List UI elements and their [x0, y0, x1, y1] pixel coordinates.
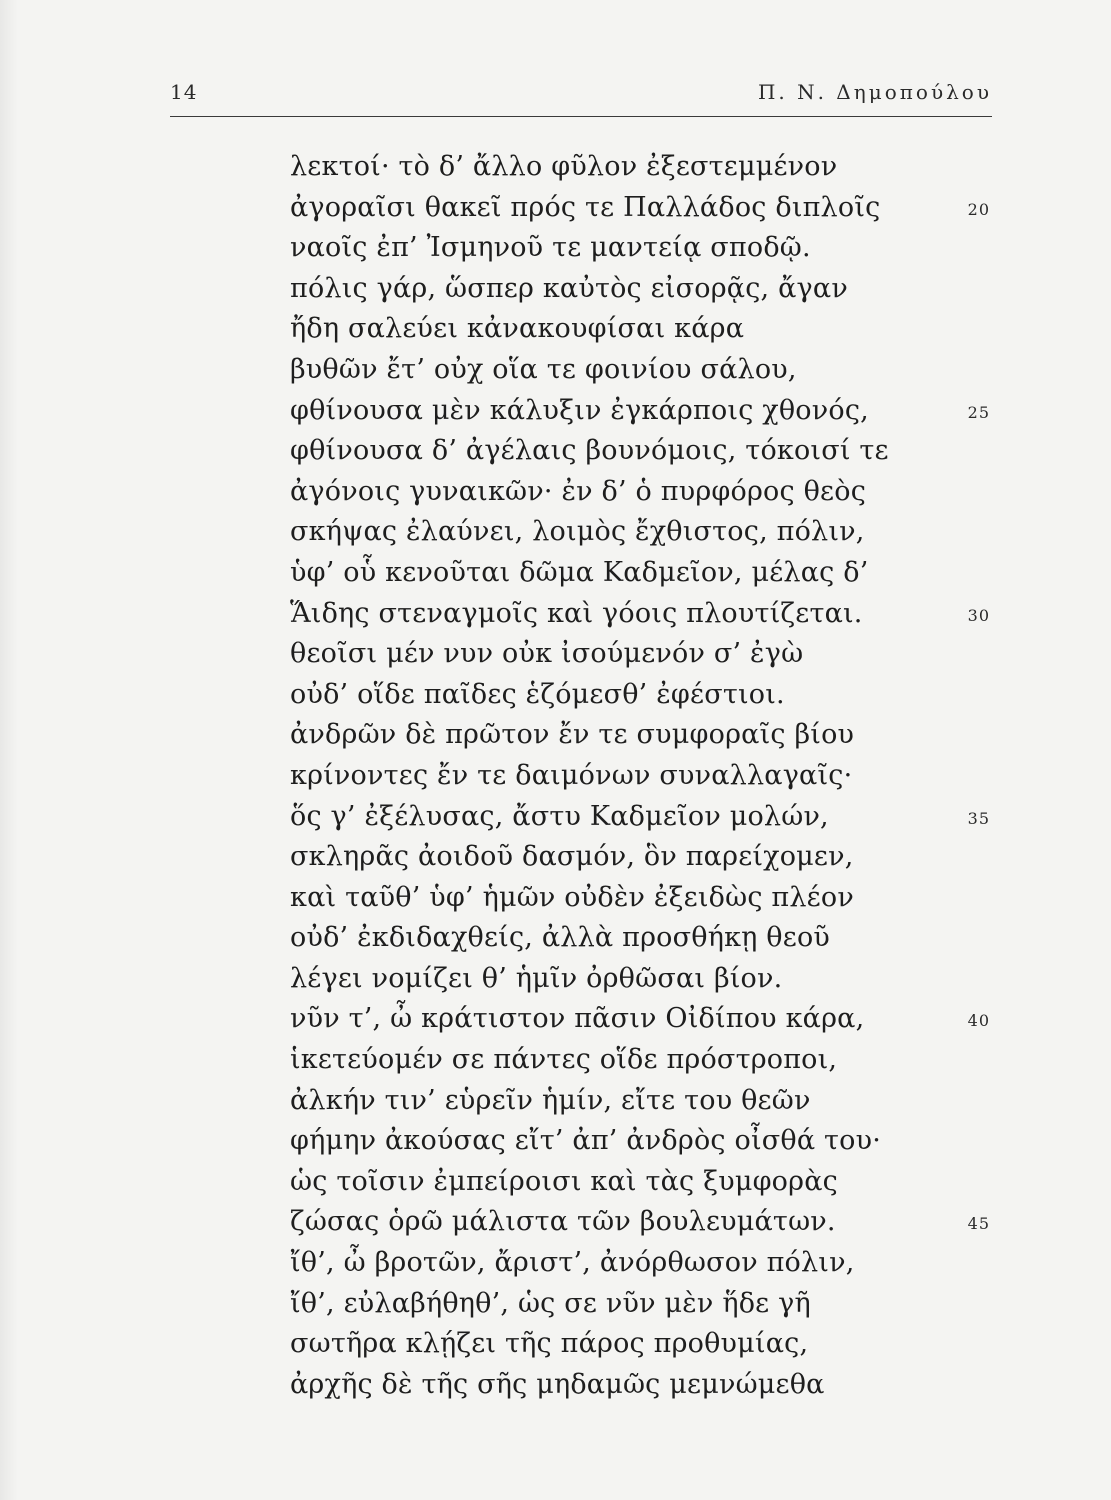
verse-line: [290, 512, 990, 553]
verse-line: [290, 1081, 990, 1122]
verse-line: [290, 1121, 990, 1162]
verse-line-text: ἴθ’, εὐλαβήθηθ’, ὡς σε νῦν μὲν ἥδε γῆ: [290, 1287, 811, 1319]
verse-line: [290, 959, 990, 1000]
verse-line-text: Ἅιδης στεναγμοῖς καὶ γόοις πλουτίζεται.: [290, 597, 863, 629]
verse-line-text: ἀρχῆς δὲ τῆς σῆς μηδαμῶς μεμνώμεθα: [290, 1368, 825, 1400]
verse-line: [290, 1284, 990, 1325]
line-number: 45: [967, 1214, 990, 1234]
verse-line: [290, 1243, 990, 1284]
verse-line: [290, 188, 990, 229]
verse-line-text: σωτῆρα κλῄζει τῆς πάρος προθυμίας,: [290, 1328, 809, 1360]
verse-line-text: λεκτοί· τὸ δ’ ἄλλο φῦλον ἐξεστεμμένον: [290, 151, 838, 182]
verse-line-text: ἀγοραῖσι θακεῖ πρός τε Παλλάδος διπλοῖς: [290, 191, 881, 223]
verse-line-text: ναοῖς ἐπ’ Ἰσμηνοῦ τε μαντείᾳ σποδῷ.: [290, 232, 811, 264]
verse-line-text: ἀγόνοις γυναικῶν· ἐν δ’ ὁ πυρφόρος θεὸς: [290, 475, 867, 507]
verse-block: [290, 147, 990, 1405]
verse-line: [290, 634, 990, 675]
running-head: Π. Ν. Δημοπούλου: [757, 80, 992, 104]
verse-line-text: καὶ ταῦθ’ ὑφ’ ἡμῶν οὐδὲν ἐξειδὼς πλέον: [290, 881, 854, 913]
verse-line: [290, 147, 990, 188]
verse-line: [290, 999, 990, 1040]
line-number: 40: [967, 1011, 990, 1031]
line-number: 25: [967, 402, 990, 422]
verse-line-text: ἴθ’, ὦ βροτῶν, ἄριστ’, ἀνόρθωσον πόλιν,: [290, 1247, 855, 1279]
verse-line-text: φήμην ἀκούσας εἴτ’ ἀπ’ ἀνδρὸς οἶσθά του·: [290, 1125, 882, 1157]
verse-line-text: οὐδ’ ἐκδιδαχθείς, ἀλλὰ προσθήκῃ θεοῦ: [290, 922, 831, 954]
verse-line-text: ἀνδρῶν δὲ πρῶτον ἔν τε συμφοραῖς βίου: [290, 719, 855, 751]
verse-line: [290, 472, 990, 513]
page-number: 14: [170, 80, 198, 104]
verse-line-text: πόλις γάρ, ὥσπερ καὐτὸς εἰσορᾷς, ἄγαν: [290, 272, 848, 304]
verse-line-text: ἤδη σαλεύει κἀνακουφίσαι κάρα: [290, 313, 745, 345]
line-number: 35: [967, 808, 990, 828]
verse-line-text: σκληρᾶς ἀοιδοῦ δασμόν, ὃν παρείχομεν,: [290, 841, 854, 873]
verse-line: [290, 1162, 990, 1203]
verse-line-text: φθίνουσα δ’ ἀγέλαις βουνόμοις, τόκοισί τε: [290, 435, 889, 467]
verse-line: [290, 309, 990, 350]
verse-line: [290, 837, 990, 878]
verse-line: [290, 594, 990, 635]
verse-line-text: ὑφ’ οὗ κενοῦται δῶμα Καδμεῖον, μέλας δ’: [290, 556, 869, 588]
verse-line: [290, 715, 990, 756]
verse-line: [290, 1202, 990, 1243]
verse-line-text: ὅς γ’ ἐξέλυσας, ἄστυ Καδμεῖον μολών,: [290, 800, 829, 832]
verse-line: [290, 1040, 990, 1081]
line-number: 30: [967, 605, 990, 625]
verse-line-text: σκήψας ἐλαύνει, λοιμὸς ἔχθιστος, πόλιν,: [290, 516, 865, 548]
page-header: [170, 80, 992, 114]
verse-line-text: φθίνουσα μὲν κάλυξιν ἐγκάρποις χθονός,: [290, 394, 869, 426]
verse-line-text: ὡς τοῖσιν ἐμπείροισι καὶ τὰς ξυμφορὰς: [290, 1165, 838, 1197]
verse-line: [290, 918, 990, 959]
line-number: 20: [967, 199, 990, 219]
verse-line-text: λέγει νομίζει θ’ ἡμῖν ὀρθῶσαι βίον.: [290, 962, 783, 994]
verse-line-text: ἱκετεύομέν σε πάντες οἵδε πρόστροποι,: [290, 1044, 838, 1076]
verse-line-text: νῦν τ’, ὦ κράτιστον πᾶσιν Οἰδίπου κάρα,: [290, 1003, 865, 1035]
verse-line: [290, 228, 990, 269]
verse-line: [290, 391, 990, 432]
verse-line: [290, 675, 990, 716]
verse-line-text: κρίνοντες ἔν τε δαιμόνων συναλλαγαῖς·: [290, 759, 853, 791]
verse-line: [290, 878, 990, 919]
verse-line: [290, 756, 990, 797]
verse-line: [290, 797, 990, 838]
verse-line-text: οὐδ’ οἵδε παῖδες ἑζόμεσθ’ ἐφέστιοι.: [290, 678, 785, 710]
page-edge-shadow: [0, 0, 18, 1500]
header-rule: [170, 116, 992, 117]
verse-line: [290, 431, 990, 472]
verse-line: [290, 553, 990, 594]
verse-line: [290, 1365, 990, 1406]
verse-line-text: θεοῖσι μέν νυν οὐκ ἰσούμενόν σ’ ἐγὼ: [290, 638, 804, 670]
verse-line: [290, 350, 990, 391]
verse-line-text: ζώσας ὁρῶ μάλιστα τῶν βουλευμάτων.: [290, 1206, 836, 1238]
verse-line-text: βυθῶν ἔτ’ οὐχ οἵα τε φοινίου σάλου,: [290, 353, 797, 385]
verse-line-text: ἀλκήν τιν’ εὑρεῖν ἡμίν, εἴτε του θεῶν: [290, 1084, 811, 1116]
verse-line: [290, 269, 990, 310]
verse-line: [290, 1324, 990, 1365]
